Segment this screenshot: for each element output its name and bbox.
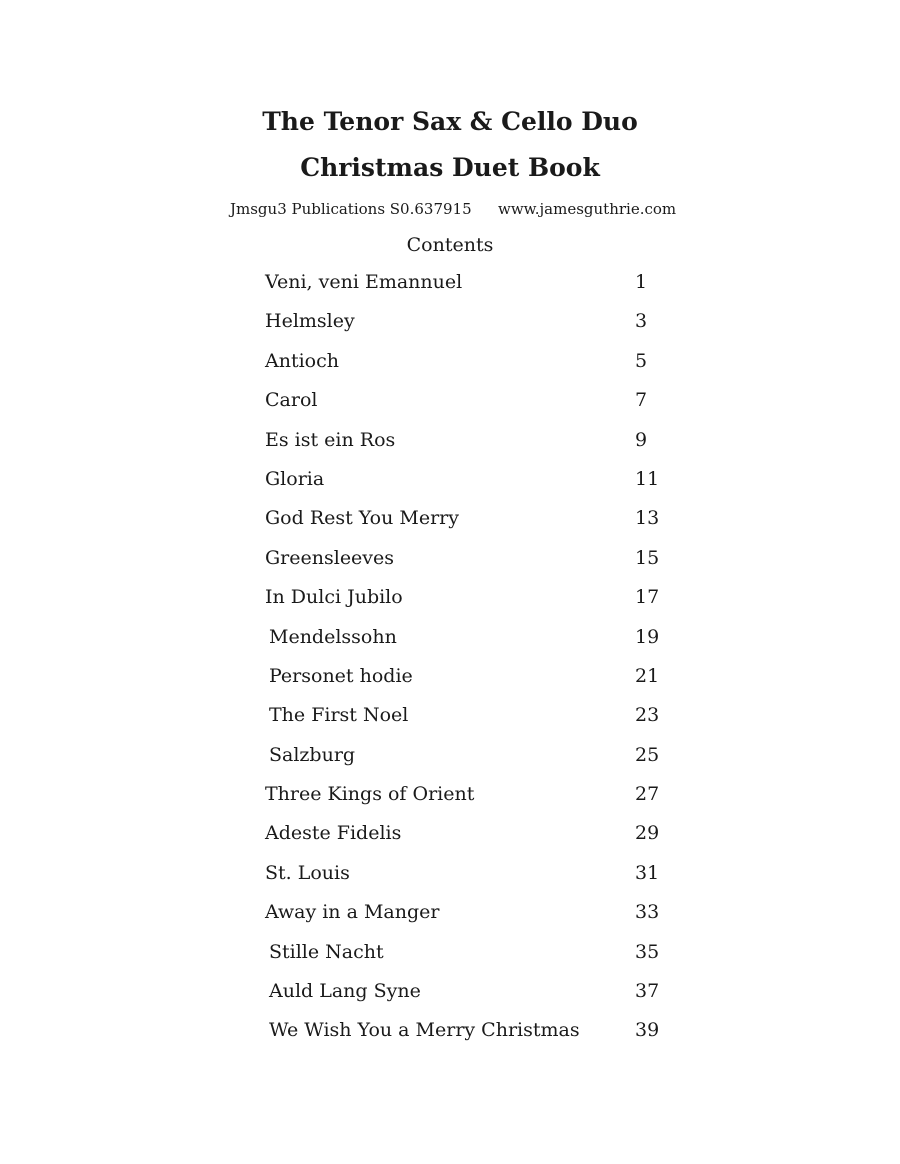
toc-entry-title: Stille Nacht — [269, 940, 384, 963]
toc-entry — [0, 701, 900, 740]
toc-entry-page: 25 — [635, 743, 660, 766]
toc-entry-page: 29 — [635, 822, 660, 845]
website-url: www.jamesguthrie.com — [498, 200, 677, 218]
toc-entry-page: 35 — [635, 940, 660, 963]
contents-heading: Contents — [406, 234, 494, 256]
toc-entry — [0, 268, 900, 307]
toc-entry-title: We Wish You a Merry Christmas — [269, 1019, 580, 1042]
toc-entry-title: Es ist ein Ros — [265, 428, 396, 451]
toc-entry — [0, 544, 900, 583]
toc-entry-page: 27 — [635, 783, 660, 806]
toc-entry-title: Auld Lang Syne — [269, 980, 421, 1003]
toc-entry-page: 3 — [635, 310, 648, 333]
toc-entry-page: 17 — [635, 586, 660, 609]
toc-entry-page: 37 — [635, 980, 660, 1003]
toc-entry — [0, 347, 900, 386]
toc-entry — [0, 465, 900, 504]
toc-entry — [0, 623, 900, 662]
toc-entry-page: 11 — [635, 467, 660, 490]
table-of-contents — [0, 268, 900, 1056]
publisher-info: Jmsgu3 Publications S0.637915 — [230, 200, 472, 218]
toc-entry-title: Adeste Fidelis — [265, 822, 402, 845]
toc-entry-page: 21 — [635, 664, 660, 687]
toc-entry-page: 39 — [635, 1019, 660, 1042]
toc-entry-title: The First Noel — [269, 704, 409, 727]
book-title-line-2: Christmas Duet Book — [300, 153, 600, 182]
toc-entry-page: 15 — [635, 546, 660, 569]
toc-entry — [0, 977, 900, 1016]
toc-entry-title: Three Kings of Orient — [265, 783, 475, 806]
book-title-line-1: The Tenor Sax & Cello Duo — [262, 107, 638, 136]
toc-entry-title: Veni, veni Emannuel — [265, 271, 463, 293]
toc-entry-title: Helmsley — [265, 310, 355, 333]
toc-entry-page: 7 — [635, 389, 648, 412]
toc-entry-page: 31 — [635, 861, 660, 884]
toc-entry-page: 23 — [635, 704, 660, 727]
toc-entry — [0, 1016, 900, 1055]
toc-entry-page: 33 — [635, 901, 660, 924]
toc-entry — [0, 386, 900, 425]
toc-entry-page: 1 — [635, 271, 648, 293]
toc-entry-title: Away in a Manger — [265, 901, 440, 924]
toc-entry-title: God Rest You Merry — [265, 507, 459, 530]
toc-entry — [0, 819, 900, 858]
toc-entry-title: Carol — [265, 389, 318, 412]
toc-entry-page: 5 — [635, 349, 648, 372]
toc-entry — [0, 583, 900, 622]
toc-entry-title: Salzburg — [269, 743, 356, 766]
toc-entry — [0, 780, 900, 819]
toc-entry-title: Antioch — [265, 349, 339, 372]
toc-entry — [0, 307, 900, 346]
toc-entry-title: Personet hodie — [269, 664, 413, 687]
toc-entry-title: Greensleeves — [265, 546, 395, 569]
toc-entry-title: Gloria — [265, 467, 325, 490]
toc-entry — [0, 426, 900, 465]
toc-entry-page: 13 — [635, 507, 660, 530]
toc-entry-title: St. Louis — [265, 861, 350, 884]
toc-entry-page: 19 — [635, 625, 660, 648]
toc-entry — [0, 662, 900, 701]
toc-entry — [0, 859, 900, 898]
toc-entry — [0, 741, 900, 780]
toc-entry-title: Mendelssohn — [269, 625, 397, 648]
toc-entry-page: 9 — [635, 428, 648, 451]
toc-entry — [0, 504, 900, 543]
toc-entry-title: In Dulci Jubilo — [265, 586, 403, 609]
toc-entry — [0, 938, 900, 977]
toc-entry — [0, 898, 900, 937]
